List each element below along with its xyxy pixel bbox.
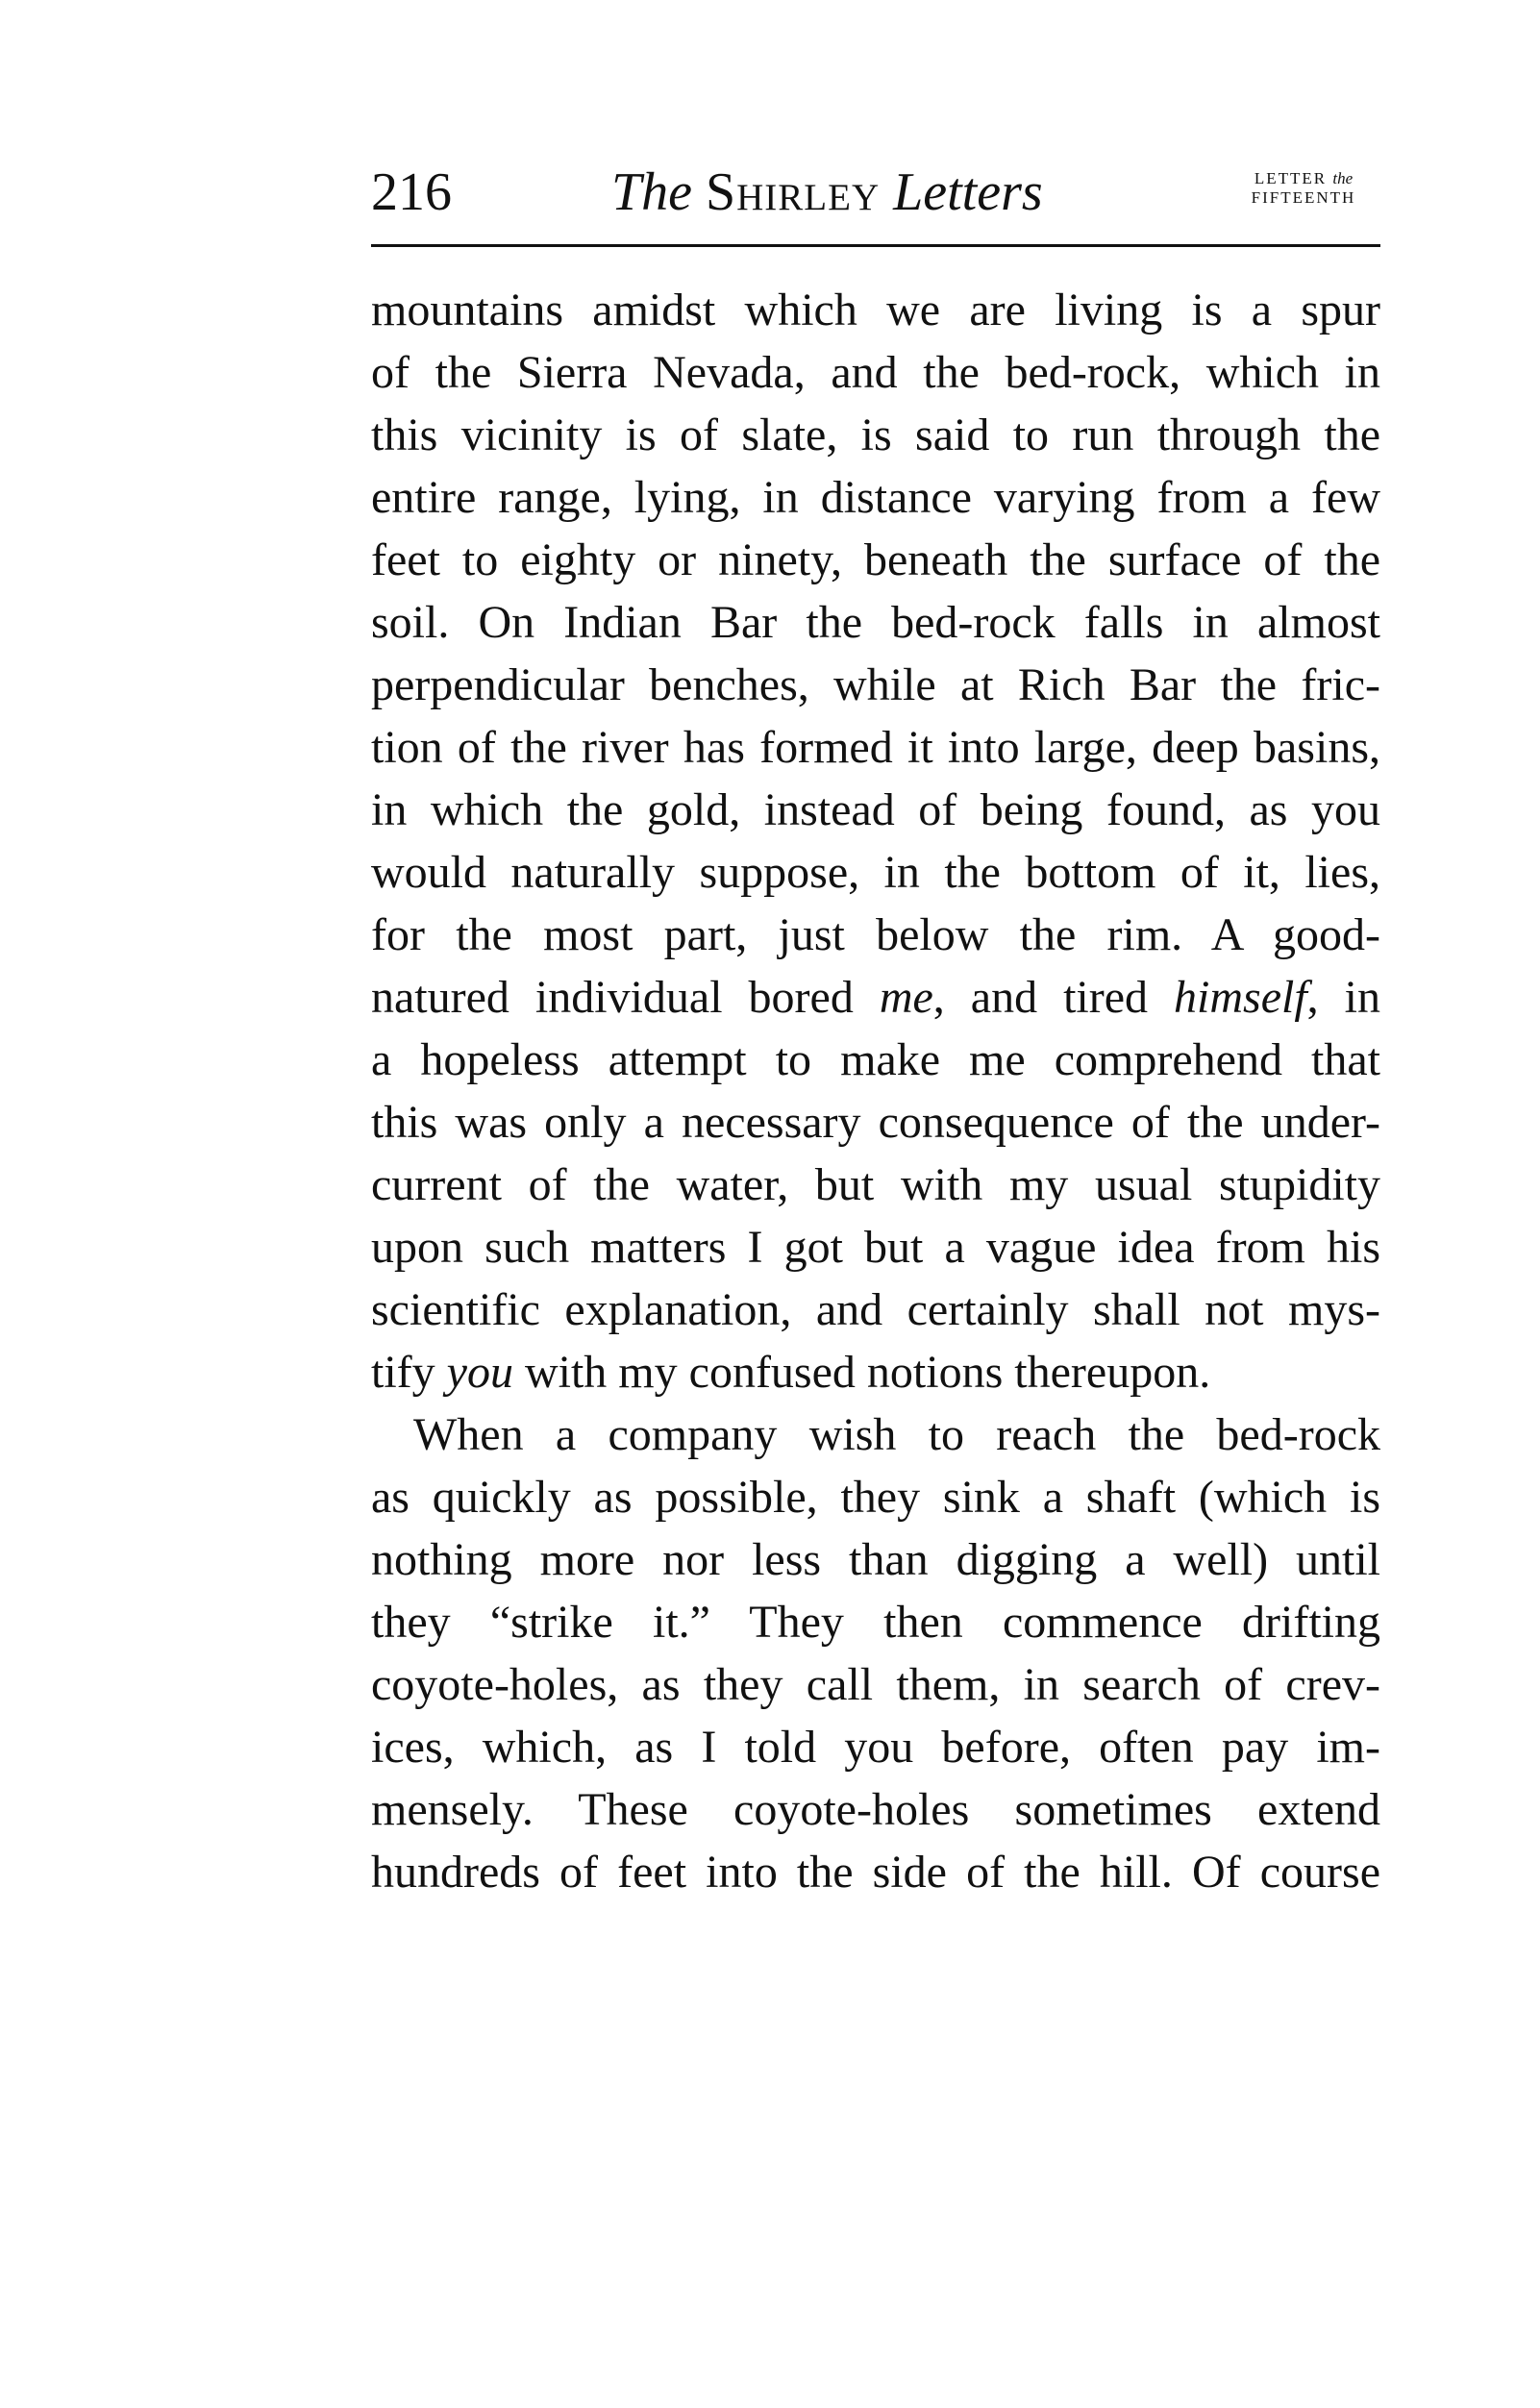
text-line (371, 966, 1380, 1029)
text-line (371, 1341, 1380, 1403)
text-line: this vicinity is of slate, is said to run through the (371, 410, 1380, 460)
text-line: nothing more nor less than digging a well) until (371, 1534, 1380, 1585)
text-line: coyote-holes, as they call them, in search of crev- (371, 1659, 1380, 1710)
text-line: soil. On Indian Bar the bed-rock falls in almost (371, 597, 1380, 648)
text-segment: with my confused notions thereupon. (512, 1347, 1211, 1398)
running-title (611, 154, 1043, 231)
text-segment: , in (1306, 972, 1380, 1023)
text-line: a hopeless attempt to make me comprehend that (371, 1034, 1380, 1085)
text-line: they “strike it.” They then commence drifting (371, 1597, 1380, 1648)
text-line: upon such matters I got but a vague idea from his (371, 1222, 1380, 1273)
letter-marker (1227, 169, 1380, 208)
text-segment: natured individual bored (371, 972, 880, 1023)
text-line: scientific explanation, and certainly shall not mys- (371, 1284, 1380, 1335)
text-line: this was only a necessary consequence of the under- (371, 1097, 1380, 1148)
letter-word: LETTER (1254, 169, 1328, 187)
text-segment: tify (371, 1347, 447, 1398)
text-line: perpendicular benches, while at Rich Bar the fric- (371, 659, 1380, 710)
paragraph-start-line: When a company wish to reach the bed-rock (413, 1409, 1380, 1460)
page-number: 216 (371, 162, 452, 222)
header-rule (371, 244, 1380, 247)
italic-himself: himself (1174, 972, 1307, 1023)
page-header (371, 154, 1380, 231)
text-line: tion of the river has formed it into large, deep basins, (371, 722, 1380, 773)
letter-number: FIFTEENTH (1251, 188, 1356, 207)
title-shirley: Shirley (706, 162, 881, 222)
text-line: would naturally suppose, in the bottom of it, lies, (371, 847, 1380, 898)
text-line: hundreds of feet into the side of the hill. Of course (371, 1847, 1380, 1898)
letter-the: the (1332, 169, 1354, 187)
text-line: in which the gold, instead of being found, as you (371, 784, 1380, 835)
title-letters: Letters (893, 162, 1043, 222)
italic-you: you (446, 1347, 513, 1398)
text-segment: , and tired (932, 972, 1175, 1023)
italic-me: me (879, 972, 933, 1023)
text-line: feet to eighty or ninety, beneath the surface of the (371, 534, 1380, 585)
text-line: mensely. These coyote-holes sometimes extend (371, 1784, 1380, 1835)
text-line: ices, which, as I told you before, often pay im- (371, 1722, 1380, 1773)
text-line: as quickly as possible, they sink a shaft (which is (371, 1472, 1380, 1523)
text-line: for the most part, just below the rim. A good- (371, 909, 1380, 960)
body-text (371, 279, 1380, 1903)
text-line: current of the water, but with my usual stupidity (371, 1159, 1380, 1210)
text-line: mountains amidst which we are living is a spur (371, 285, 1380, 335)
title-the: The (611, 162, 692, 222)
text-line: entire range, lying, in distance varying from a few (371, 472, 1380, 523)
text-line: of the Sierra Nevada, and the bed-rock, which in (371, 347, 1380, 398)
